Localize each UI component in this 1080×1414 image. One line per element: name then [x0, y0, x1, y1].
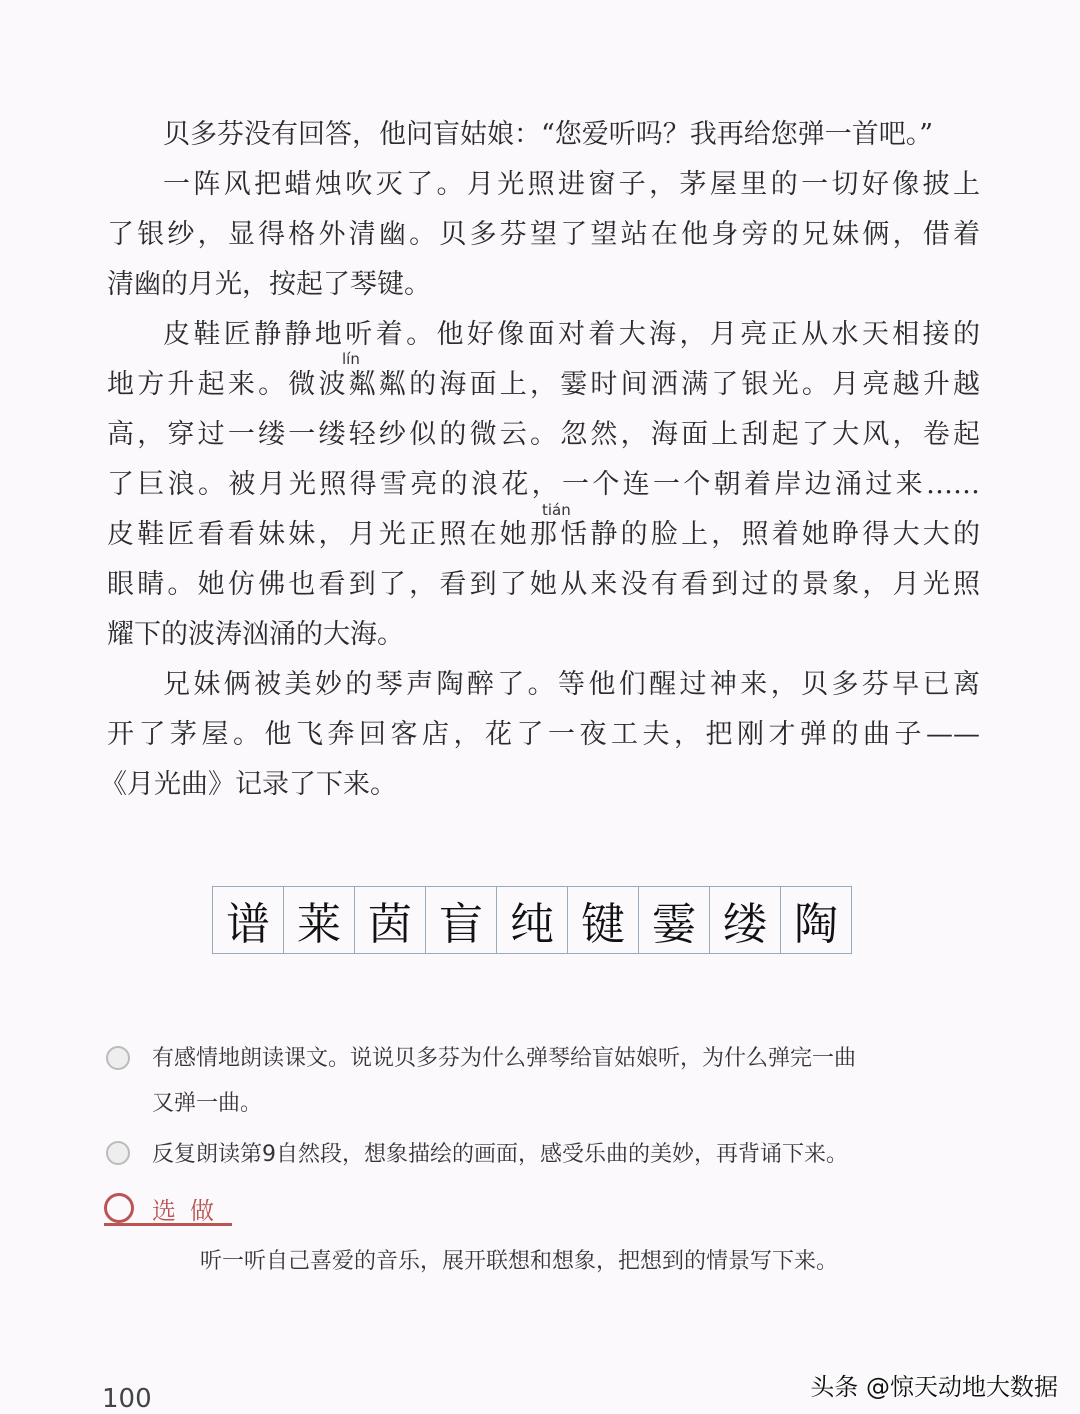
optional-task-text: 听一听自己喜爱的音乐，展开联想和想象，把想到的情景写下来。 — [200, 1249, 839, 1274]
text-line: 皮鞋匠看看妹妹，月光正照在她那恬静的脸上，照着她睁得大大的 — [107, 519, 980, 550]
exercise-1-line: 又弹一曲。 — [152, 1091, 263, 1116]
pinyin-annotation: lín — [342, 350, 360, 368]
character-cell: 谱 — [213, 887, 284, 953]
character-cell: 纯 — [497, 887, 568, 953]
character-cell: 茵 — [355, 887, 426, 953]
new-characters-grid — [212, 886, 852, 954]
text-line: 一阵风把蜡烛吹灭了。月光照进窗子，茅屋里的一切好像披上 — [163, 169, 980, 200]
exercise-1-line: 有感情地朗读课文。说说贝多芬为什么弹琴给盲姑娘听，为什么弹完一曲 — [152, 1046, 857, 1071]
text-line: 耀下的波涛汹涌的大海。 — [107, 619, 404, 650]
exercise-bullet-icon — [106, 1046, 130, 1070]
text-line: 眼睛。她仿佛也看到了，看到了她从来没有看到过的景象，月光照 — [107, 569, 980, 600]
watermark: 头条 @惊天动地大数据 — [810, 1373, 1058, 1401]
character-cell: 键 — [568, 887, 639, 953]
text-line: 了银纱，显得格外清幽。贝多芬望了望站在他身旁的兄妹俩，借着 — [107, 219, 980, 250]
page-number: 100 — [102, 1384, 152, 1414]
character-cell: 霎 — [639, 887, 710, 953]
character-cell: 盲 — [426, 887, 497, 953]
text-line: 皮鞋匠静静地听着。他好像面对着大海，月亮正从水天相接的 — [163, 319, 980, 350]
text-line: 地方升起来。微波粼粼的海面上，霎时间洒满了银光。月亮越升越 — [107, 369, 980, 400]
optional-task-icon — [104, 1193, 134, 1223]
exercise-2-line: 反复朗读第9自然段，想象描绘的画面，感受乐曲的美妙，再背诵下来。 — [152, 1142, 848, 1167]
text-line: 了巨浪。被月光照得雪亮的浪花，一个连一个朝着岸边涌过来…… — [107, 469, 980, 500]
character-cell: 莱 — [284, 887, 355, 953]
text-line: 高，穿过一缕一缕轻纱似的微云。忽然，海面上刮起了大风，卷起 — [107, 419, 980, 450]
optional-label: 选做 — [152, 1197, 228, 1225]
text-line: 清幽的月光，按起了琴键。 — [107, 269, 431, 300]
text-line: 兄妹俩被美妙的琴声陶醉了。等他们醒过神来，贝多芬早已离 — [163, 669, 980, 700]
pinyin-annotation: tián — [542, 501, 571, 519]
text-line: 开了茅屋。他飞奔回客店，花了一夜工夫，把刚才弹的曲子—— — [107, 719, 980, 750]
optional-heading — [104, 1193, 232, 1226]
character-cell: 缕 — [710, 887, 781, 953]
character-cell: 陶 — [794, 899, 838, 950]
text-line: 贝多芬没有回答，他问盲姑娘：“您爱听吗？我再给您弹一首吧。” — [163, 119, 934, 150]
text-line: 《月光曲》记录了下来。 — [100, 769, 397, 800]
exercise-bullet-icon — [106, 1141, 130, 1165]
